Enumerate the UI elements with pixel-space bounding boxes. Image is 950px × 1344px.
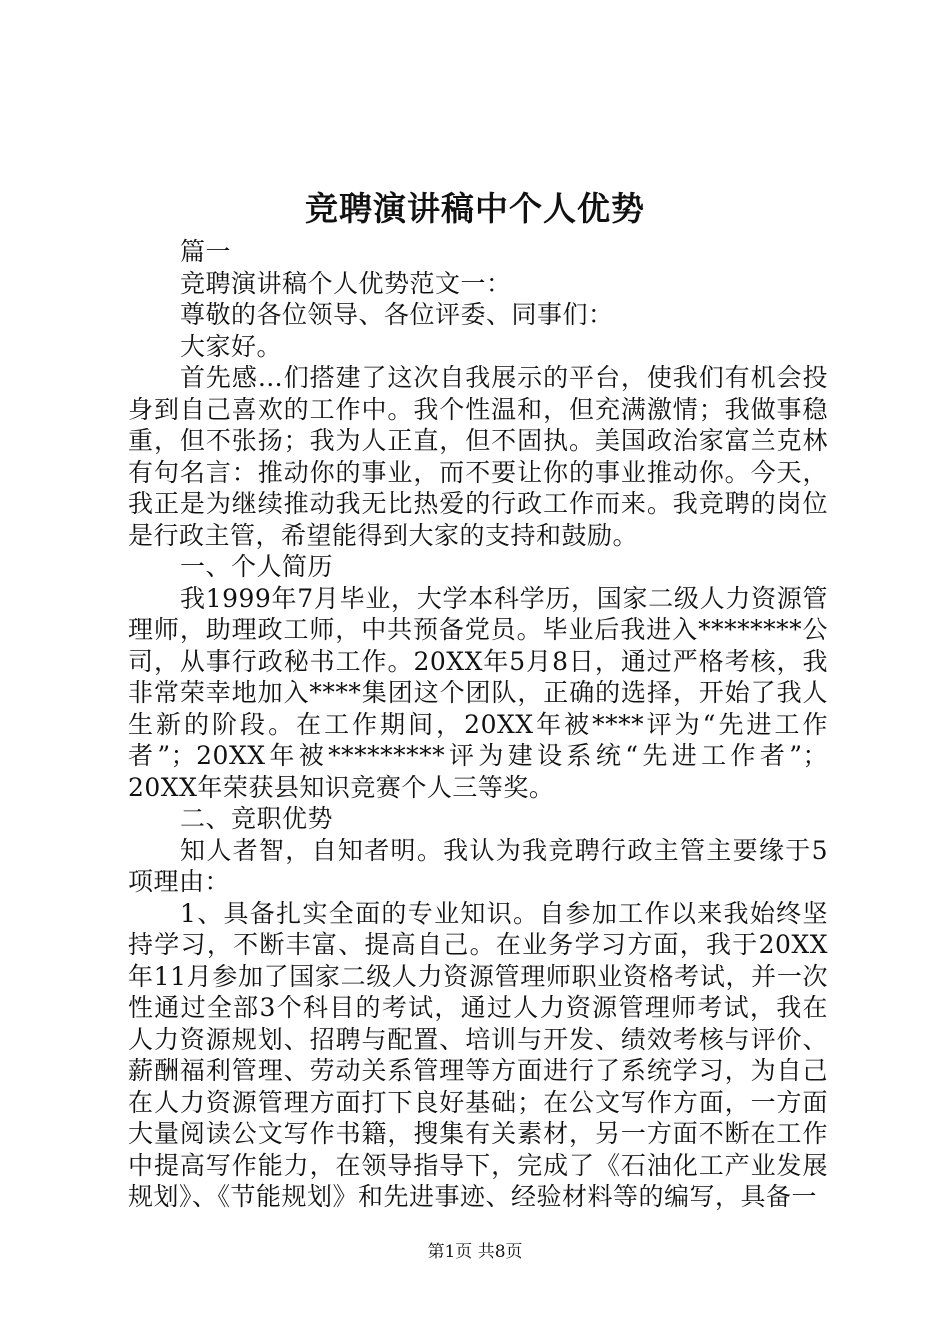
document-body <box>128 236 828 1213</box>
section-heading-resume: 一、个人简历 <box>180 552 334 581</box>
sample-heading: 竞聘演讲稿个人优势范文一： <box>180 268 512 298</box>
advantage-item-1-paragraph: 1、具备扎实全面的专业知识。自参加工作以来我始终坚持学习，不断丰富、提高自己。在业务学习方面，我于20XX年11月参加了国家二级人力资源管理师职业资格考试，并一次性通过全部3个科目的考试，通过人力资源管理师考试，我在人力资源规划、招聘与配置、培训与开发、绩效考核与评价、薪酬福利管理、劳动关系管理等方面进行了系统学习，为自己在人力资源管理方面打下良好基础；在公文写作方面，一方面大量阅读公文写作书籍，搜集有关素材，另一方面不断在工作中提高写作能力，在领导指导下，完成了《石油化工产业发展规划》、《节能规划》和先进事迹、经验材料等的编写，具备一 <box>128 898 828 1211</box>
advantages-intro-paragraph: 知人者智，自知者明。我认为我竞聘行政主管主要缘于5项理由： <box>128 835 828 896</box>
section-heading-part-one: 篇一 <box>180 237 232 266</box>
salutation: 尊敬的各位领导、各位评委、同事们： <box>180 300 614 329</box>
page-footer: 第1页 共8页 <box>427 1242 523 1262</box>
document-title: 竞聘演讲稿中个人优势 <box>305 189 645 228</box>
intro-paragraph: 首先感…们搭建了这次自我展示的平台，使我们有机会投身到自己喜欢的工作中。我个性温和，但充满激情；我做事稳重，但不张扬；我为人正直，但不固执。美国政治家富兰克林有句名言：推动你的事业，而不要让你的事业推动你。今天，我正是为继续推动我无比热爱的行政工作而来。我竞聘的岗位是行政主管，希望能得到大家的支持和鼓励。 <box>128 363 828 550</box>
resume-paragraph: 我1999年7月毕业，大学本科学历，国家二级人力资源管理师，助理政工师，中共预备党员。毕业后我进入********公司，从事行政秘书工作。20XX年5月8日，通过严格考核，我非常荣幸地加入****集团这个团队，正确的选择，开始了我人生新的阶段。在工作期间，20XX年被****评为“先进工作者”；20XX年被*********评为建设系统“先进工作者”；20XX年荣获县知识竞赛个人三等奖。 <box>128 583 828 802</box>
greeting: 大家好。 <box>180 331 283 361</box>
section-heading-advantages: 二、竞职优势 <box>180 804 334 833</box>
